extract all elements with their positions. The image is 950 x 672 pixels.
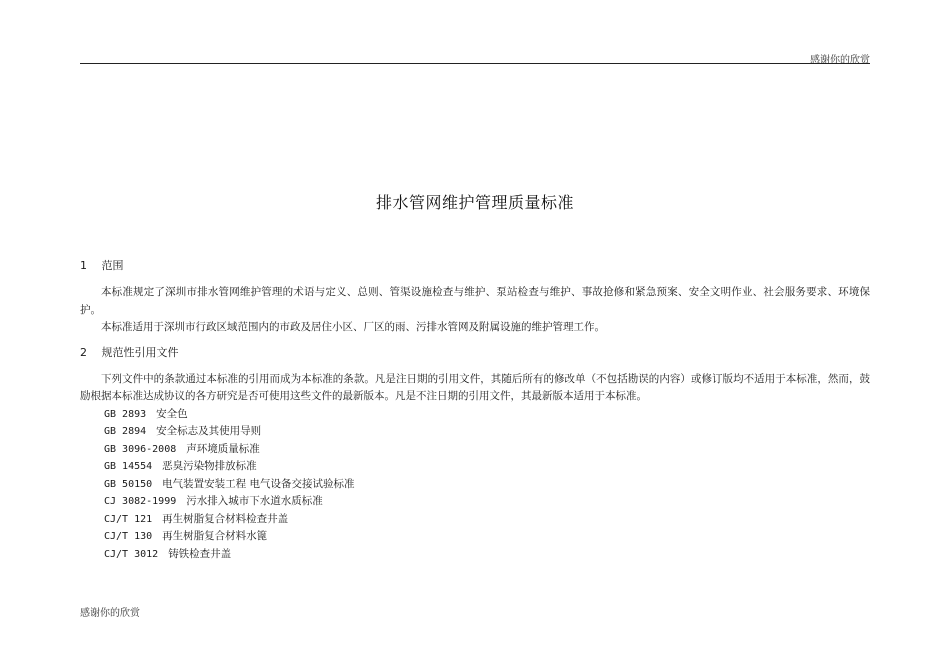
reference-item: [80, 546, 870, 564]
reference-name: 安全标志及其使用导则: [156, 425, 262, 437]
section-heading-normative-references: [80, 343, 870, 363]
reference-item: [80, 528, 870, 546]
section-title: 范围: [101, 259, 124, 272]
reference-code: GB 2894: [104, 426, 147, 437]
document-title: 排水管网维护管理质量标准: [375, 193, 574, 212]
reference-code: CJ/T 121: [104, 513, 153, 525]
reference-item: [80, 441, 870, 459]
page-footer-text: 感谢你的欣赏: [80, 608, 140, 619]
paragraph: 下列文件中的条款通过本标准的引用而成为本标准的条款。凡是注日期的引用文件，其随后所有的修改单（不包括勘误的内容）或修订版均不适用于本标准，然而，鼓励根据本标准达成协议的各方研究是否可使用这些文件的最新版本。凡是不注日期的引用文件，其最新版本适用于本标准。: [80, 372, 870, 402]
reference-name: 污水排入城市下水道水质标准: [186, 495, 323, 507]
section-heading-scope: [80, 256, 870, 276]
reference-name: 铸铁检查井盖: [168, 547, 232, 560]
reference-code: GB 50150: [104, 478, 153, 490]
reference-item: [80, 406, 870, 424]
header-divider: [80, 63, 870, 64]
reference-name: 安全色: [156, 407, 188, 420]
reference-item: [80, 423, 870, 441]
reference-item: [80, 458, 870, 476]
reference-code: GB 14554: [104, 461, 153, 472]
reference-code: CJ 3082-1999: [104, 496, 177, 507]
reference-code: CJ/T 3012: [104, 548, 159, 560]
section-number: 2: [80, 345, 87, 359]
section-title: 规范性引用文件: [101, 345, 179, 359]
reference-list: [80, 406, 870, 564]
reference-code: CJ/T 130: [104, 531, 153, 542]
reference-item: [80, 476, 870, 494]
reference-name: 恶臭污染物排放标准: [162, 460, 257, 472]
paragraph: 本标准规定了深圳市排水管网维护管理的术语与定义、总则、管渠设施检查与维护、泵站检查与维护、事故抢修和紧急预案、安全文明作业、社会服务要求、环境保护。: [80, 286, 870, 316]
reference-name: 再生树脂复合材料水篦: [162, 530, 268, 542]
reference-item: [80, 511, 870, 529]
reference-code: GB 3096-2008: [104, 443, 177, 455]
reference-code: GB 2893: [104, 408, 147, 420]
reference-item: [80, 493, 870, 511]
paragraph: 本标准适用于深圳市行政区域范围内的市政及居住小区、厂区的雨、污排水管网及附属设施的维护管理工作。: [101, 321, 605, 333]
reference-name: 再生树脂复合材料检查井盖: [162, 512, 289, 525]
section-number: 1: [80, 259, 87, 272]
document-body: [80, 256, 870, 563]
reference-name: 声环境质量标准: [186, 442, 260, 455]
page-header-text: 感谢你的欣赏: [810, 55, 870, 66]
reference-name: 电气装置安装工程 电气设备交接试验标准: [162, 477, 355, 490]
